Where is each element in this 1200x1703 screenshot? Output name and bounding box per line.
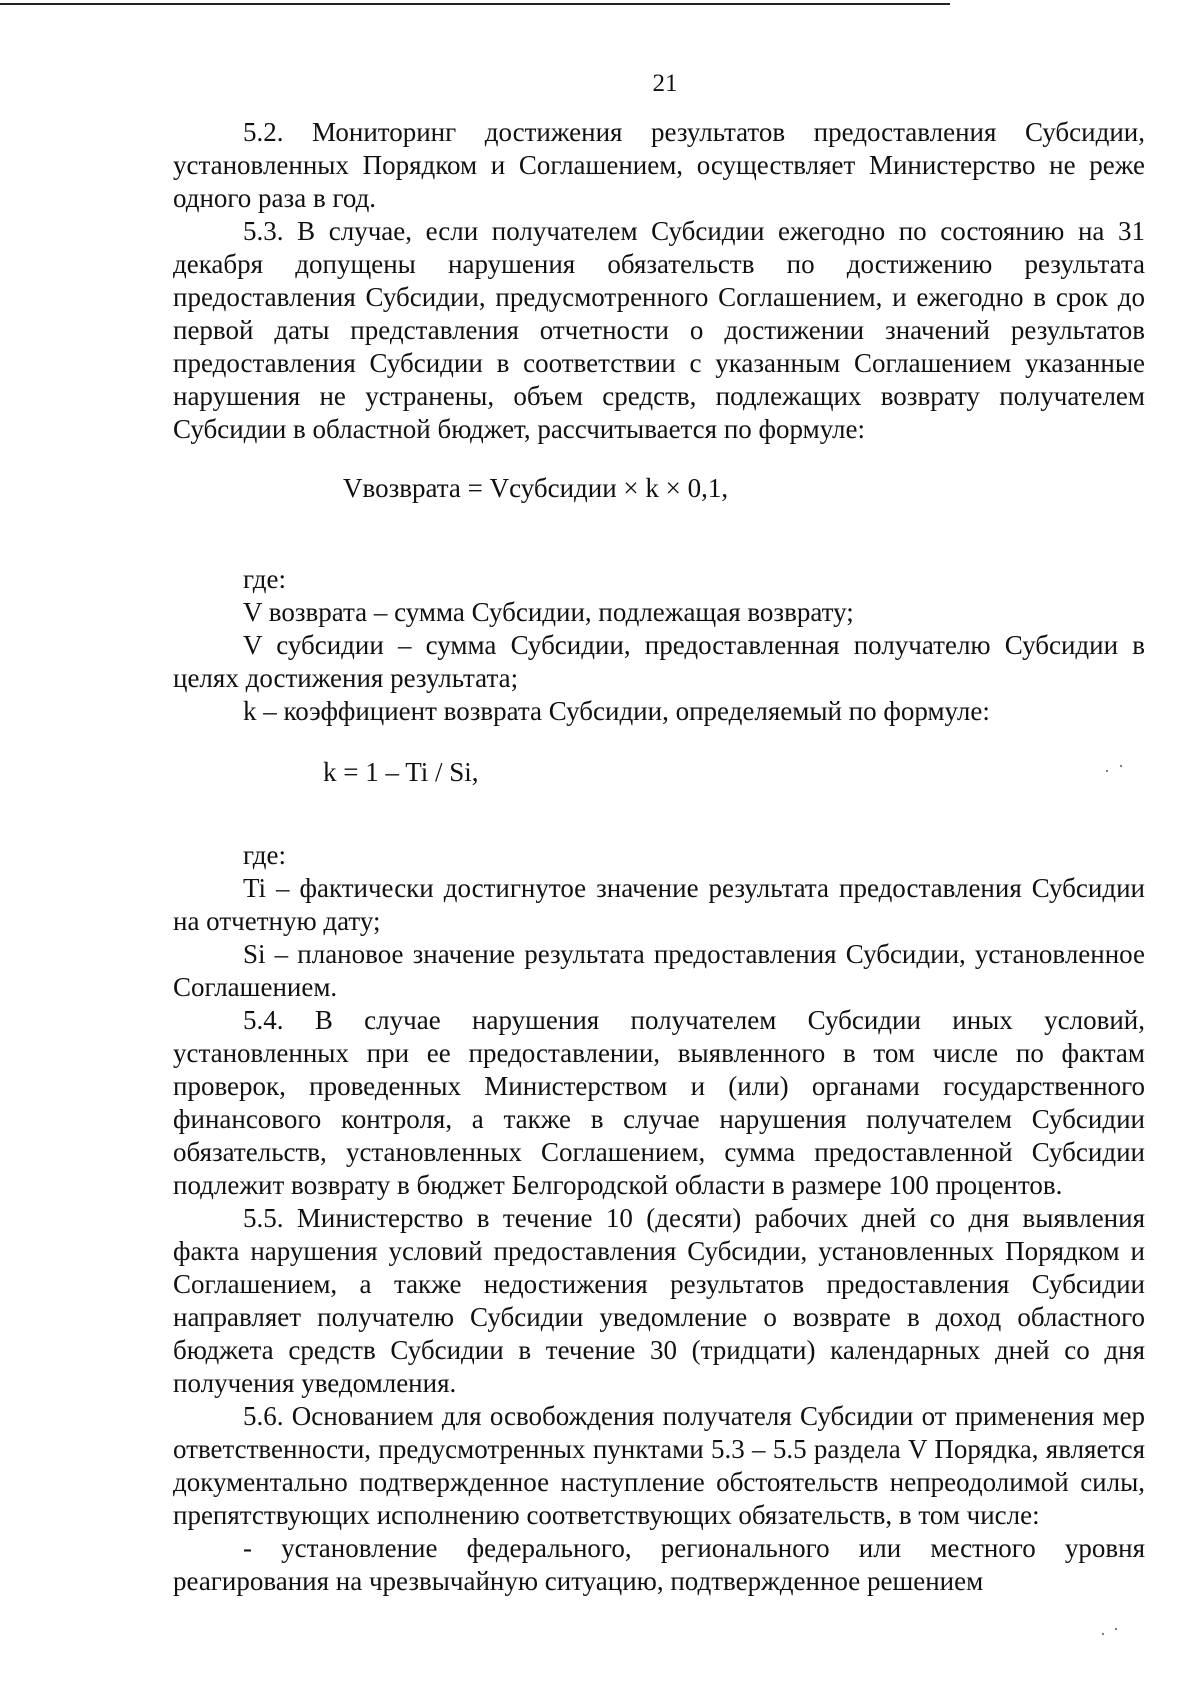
top-border-line <box>0 3 950 5</box>
paragraph-5-6: 5.6. Основанием для освобождения получателя Субсидии от применения мер ответственности, предусмотренных пунктами 5.3 – 5.5 раздела V Порядка, является документально подтвержденное наступление обстоятельств непреодолимой силы, препятствующих исполнению соответствующих обязательств, в том числе: <box>173 1401 1145 1530</box>
where-label: где: <box>243 564 286 594</box>
scan-speck <box>1115 1628 1117 1630</box>
paragraph-5-4: 5.4. В случае нарушения получателем Субсидии иных условий, установленных при ее предоставлении, выявленного в том числе по фактам проверок, проведенных Министерством и (или) органами государственного финансового контроля, а также в случае нарушения получателем Субсидии обязательств, установленных Соглашением, сумма предоставленной Субсидии подлежит возврату в бюджет Белгородской области в размере 100 процентов. <box>173 1005 1145 1200</box>
definition-ti: Ti – фактически достигнутое значение результата предоставления Субсидии на отчетную дату; <box>173 873 1145 936</box>
page-number: 21 <box>652 70 678 97</box>
scan-speck <box>1102 1633 1104 1635</box>
definition-v-subsidy: V субсидии – сумма Субсидии, предоставленная получателю Субсидии в целях достижения результата; <box>173 630 1145 693</box>
definition-k: k – коэффициент возврата Субсидии, определяемый по формуле: <box>243 696 990 726</box>
paragraph-5-3: 5.3. В случае, если получателем Субсидии ежегодно по состоянию на 31 декабря допущены нарушения обязательств по достижению результата предоставления Субсидии, предусмотренного Соглашением, и ежегодно в срок до первой даты представления отчетности о достижении значений результатов предоставления Субсидии в соответствии с указанным Соглашением указанные нарушения не устранены, объем средств, подлежащих возврату получателем Субсидии в областной бюджет, рассчитывается по формуле: <box>173 216 1145 444</box>
definition-si: Si – плановое значение результата предоставления Субсидии, установленное Соглашением. <box>173 939 1145 1002</box>
document-body <box>173 116 1145 1598</box>
where-label: где: <box>243 840 286 870</box>
coefficient-formula: k = 1 – Ti / Si, <box>323 757 479 787</box>
definition-v-return: V возврата – сумма Субсидии, подлежащая возврату; <box>243 597 854 627</box>
scan-speck <box>1106 770 1108 772</box>
paragraph-5-5: 5.5. Министерство в течение 10 (десяти) рабочих дней со дня выявления факта нарушения условий предоставления Субсидии, установленных Порядком и Соглашением, а также недостижения результатов предоставления Субсидии направляет получателю Субсидии уведомление о возврате в доход областного бюджета средств Субсидии в течение 30 (тридцати) календарных дней со дня получения уведомления. <box>173 1203 1145 1398</box>
scan-speck <box>1120 765 1122 767</box>
return-volume-formula: Vвозврата = Vсубсидии × k × 0,1, <box>343 473 729 503</box>
paragraph-5-2: 5.2. Мониторинг достижения результатов предоставления Субсидии, установленных Порядком и Соглашением, осуществляет Министерство не реже одного раза в год. <box>173 117 1145 213</box>
bullet-item: - установление федерального, регионального или местного уровня реагирования на чрезвычайную ситуацию, подтвержденное решением <box>173 1533 1145 1596</box>
